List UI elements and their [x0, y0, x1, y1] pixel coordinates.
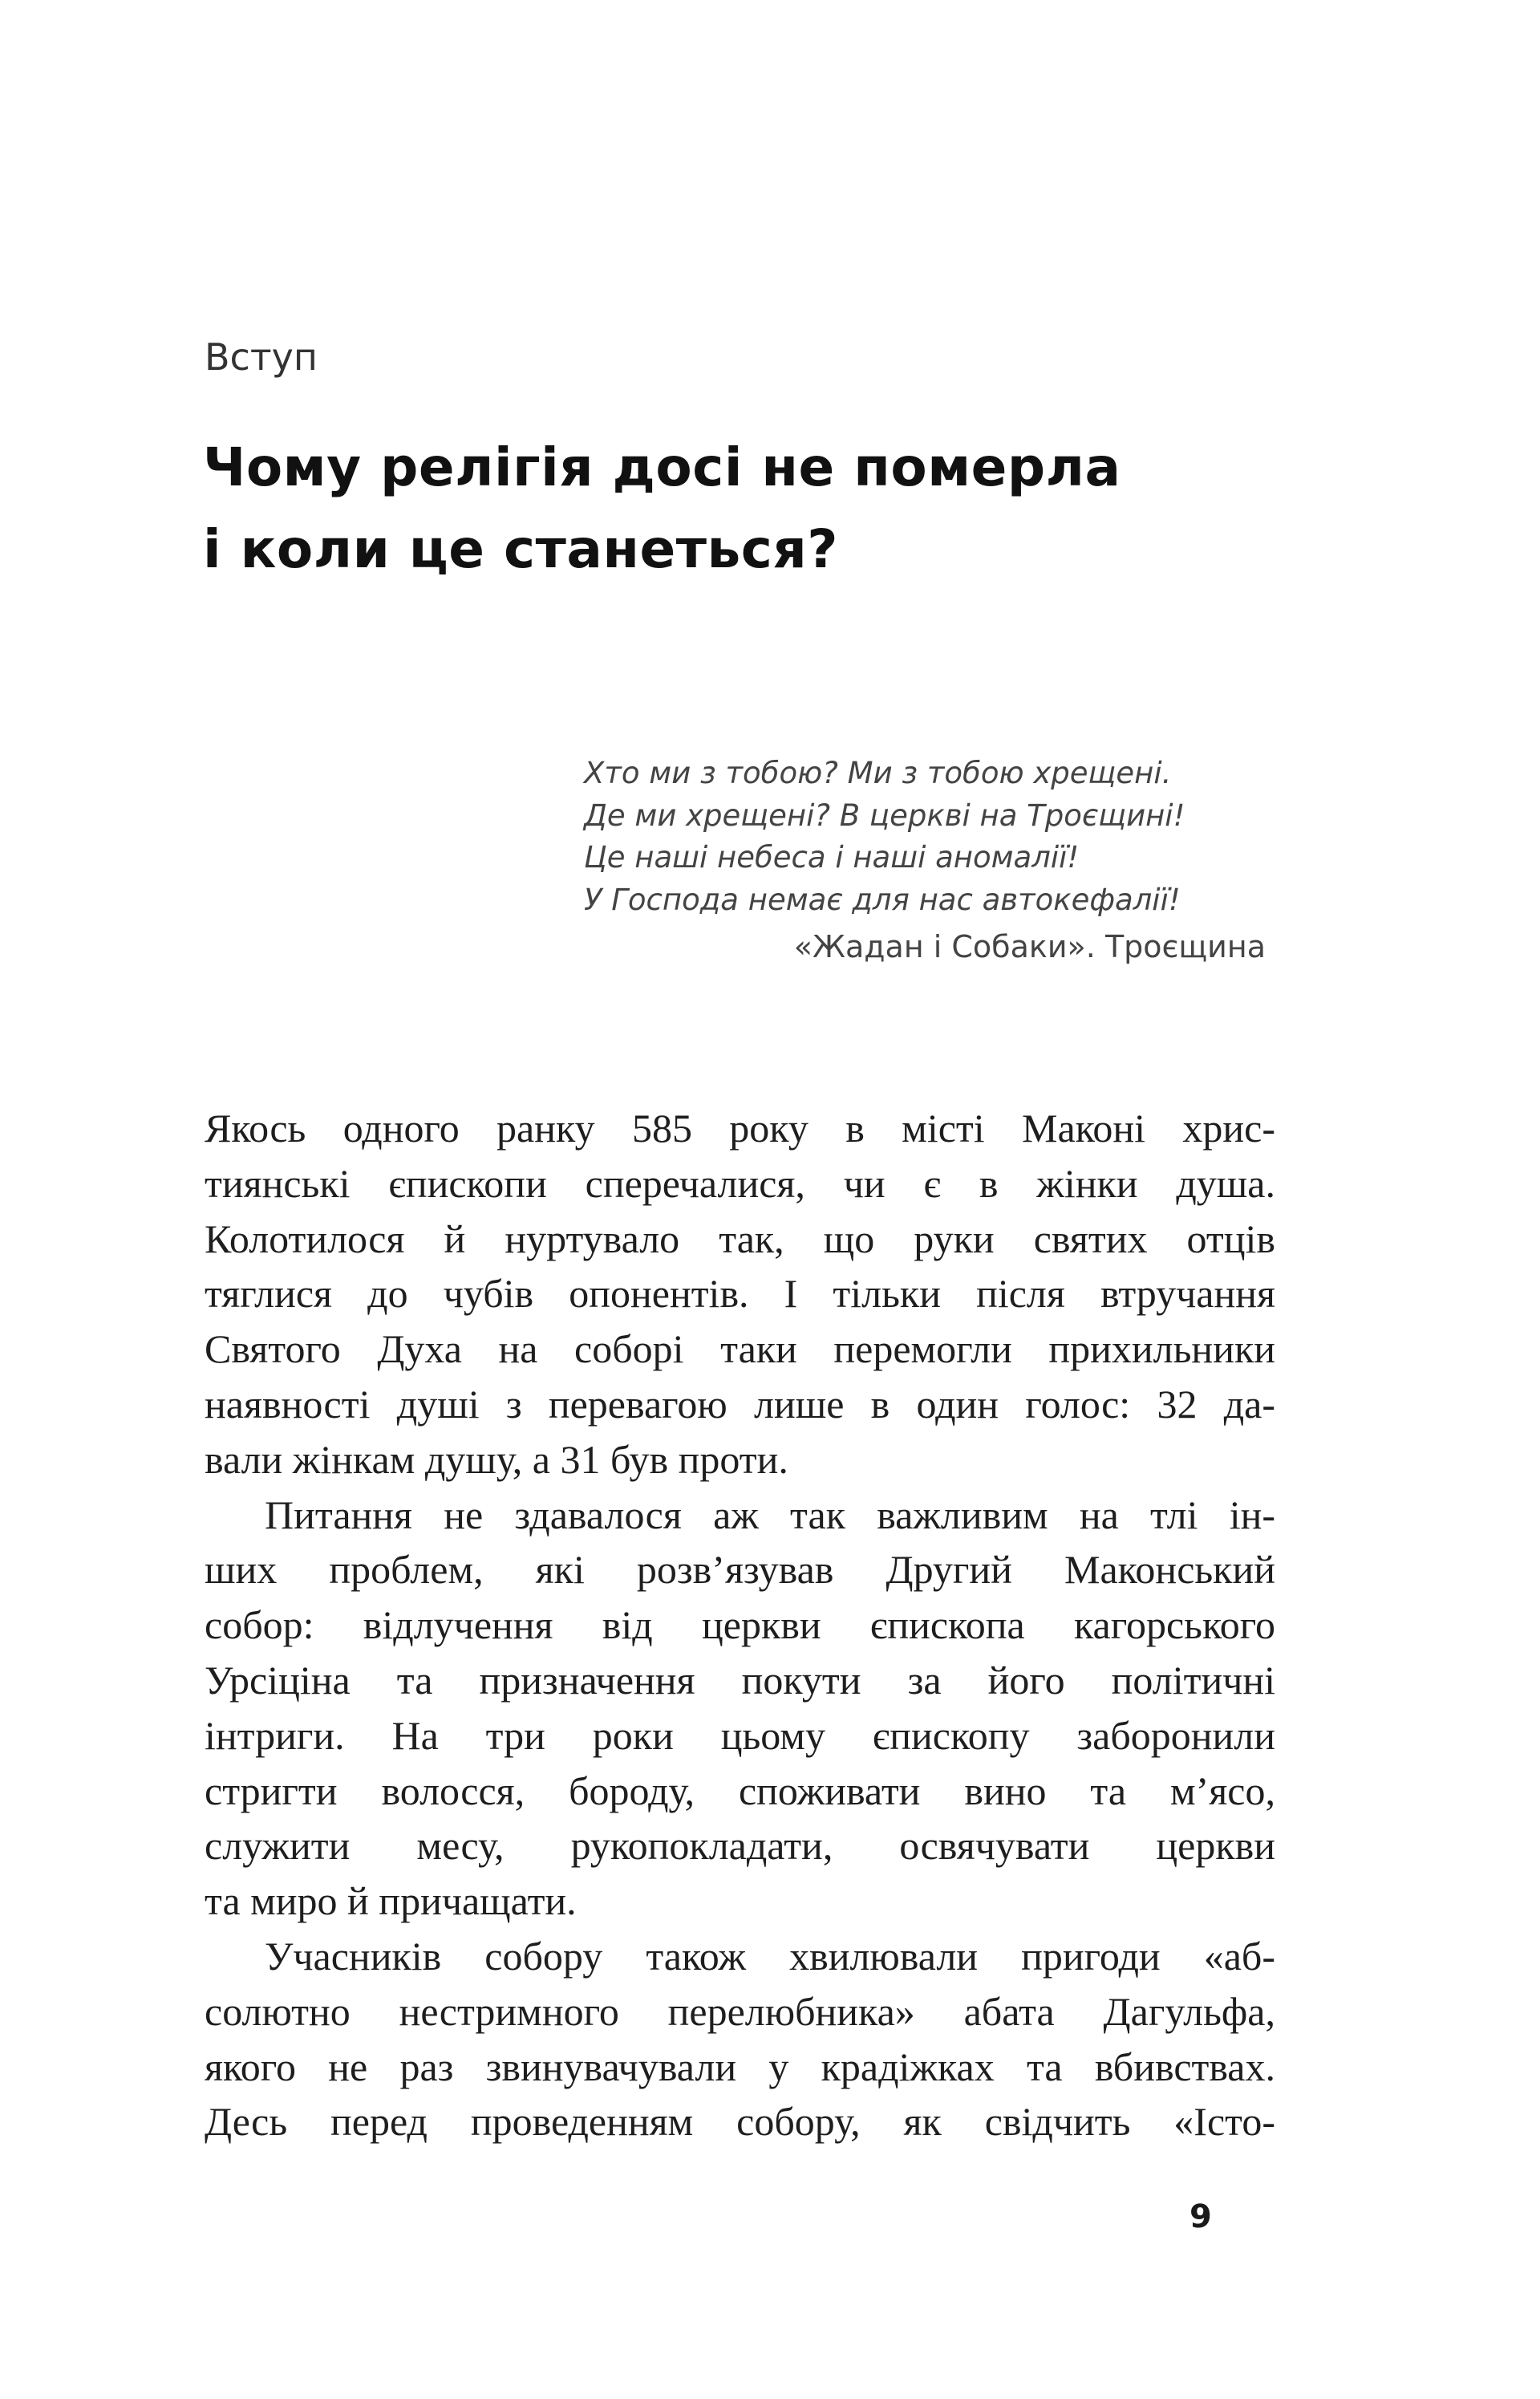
epigraph-attribution: «Жадан і Собаки». Троєщина — [793, 929, 1266, 964]
body-line: Святого Духа на соборі таки перемогли прихильники — [205, 1326, 1275, 1372]
epigraph-line: Це наші небеса і наші аномалії! — [584, 840, 1080, 875]
body-line: Питання не здавалося аж так важливим на тлі ін- — [265, 1492, 1275, 1537]
body-line: вали жінкам душу, а 31 був проти. — [205, 1436, 788, 1482]
body-line: стригти волосся, бороду, споживати вино та м’ясо, — [205, 1768, 1275, 1813]
body-line: якого не раз звинувачували у крадіжках та вбивствах. — [205, 2044, 1275, 2089]
body-line: Десь перед проведенням собору, як свідчить «Істо- — [205, 2099, 1275, 2145]
body-line: Якось одного ранку 585 року в місті Маконі хрис- — [205, 1106, 1275, 1151]
body-line: Колотилося й нуртувало так, що руки святих отців — [205, 1216, 1275, 1261]
body-text — [205, 1101, 1275, 2149]
chapter-title — [203, 427, 1121, 591]
body-line: наявності душі з перевагою лише в один голос: 32 да- — [205, 1381, 1275, 1427]
chapter-label: Вступ — [205, 335, 318, 379]
body-line: тиянські єпископи сперечалися, чи є в жінки душа. — [205, 1160, 1275, 1206]
body-line: солютно нестримного перелюбника» абата Дагульфа, — [205, 1988, 1275, 2034]
title-line: і коли це станеться? — [203, 518, 839, 580]
body-line: ших проблем, які розв’язував Другий Маконський — [205, 1547, 1275, 1593]
epigraph-line: Де ми хрещені? В церкві на Троєщині! — [584, 798, 1185, 833]
body-line: собор: відлучення від церкви єпископа кагорського — [205, 1602, 1275, 1648]
epigraph — [584, 753, 1185, 921]
page-number: 9 — [1189, 2198, 1212, 2235]
title-line: Чому релігія досі не померла — [203, 436, 1121, 498]
epigraph-line: Хто ми з тобою? Ми з тобою хрещені. — [584, 756, 1172, 790]
body-line: Учасників собору також хвилювали пригоди «аб- — [265, 1933, 1275, 1979]
body-line: та миро й причащати. — [205, 1878, 577, 1924]
body-line: Урсіціна та призначення покути за його політичні — [205, 1657, 1275, 1703]
epigraph-line: У Господа немає для нас автокефалії! — [584, 882, 1181, 917]
body-line: інтриги. На три роки цьому єпископу заборонили — [205, 1712, 1275, 1758]
body-line: тяглися до чубів опонентів. І тільки після втручання — [205, 1271, 1275, 1317]
body-line: служити месу, рукопокладати, освячувати церкви — [205, 1823, 1275, 1869]
